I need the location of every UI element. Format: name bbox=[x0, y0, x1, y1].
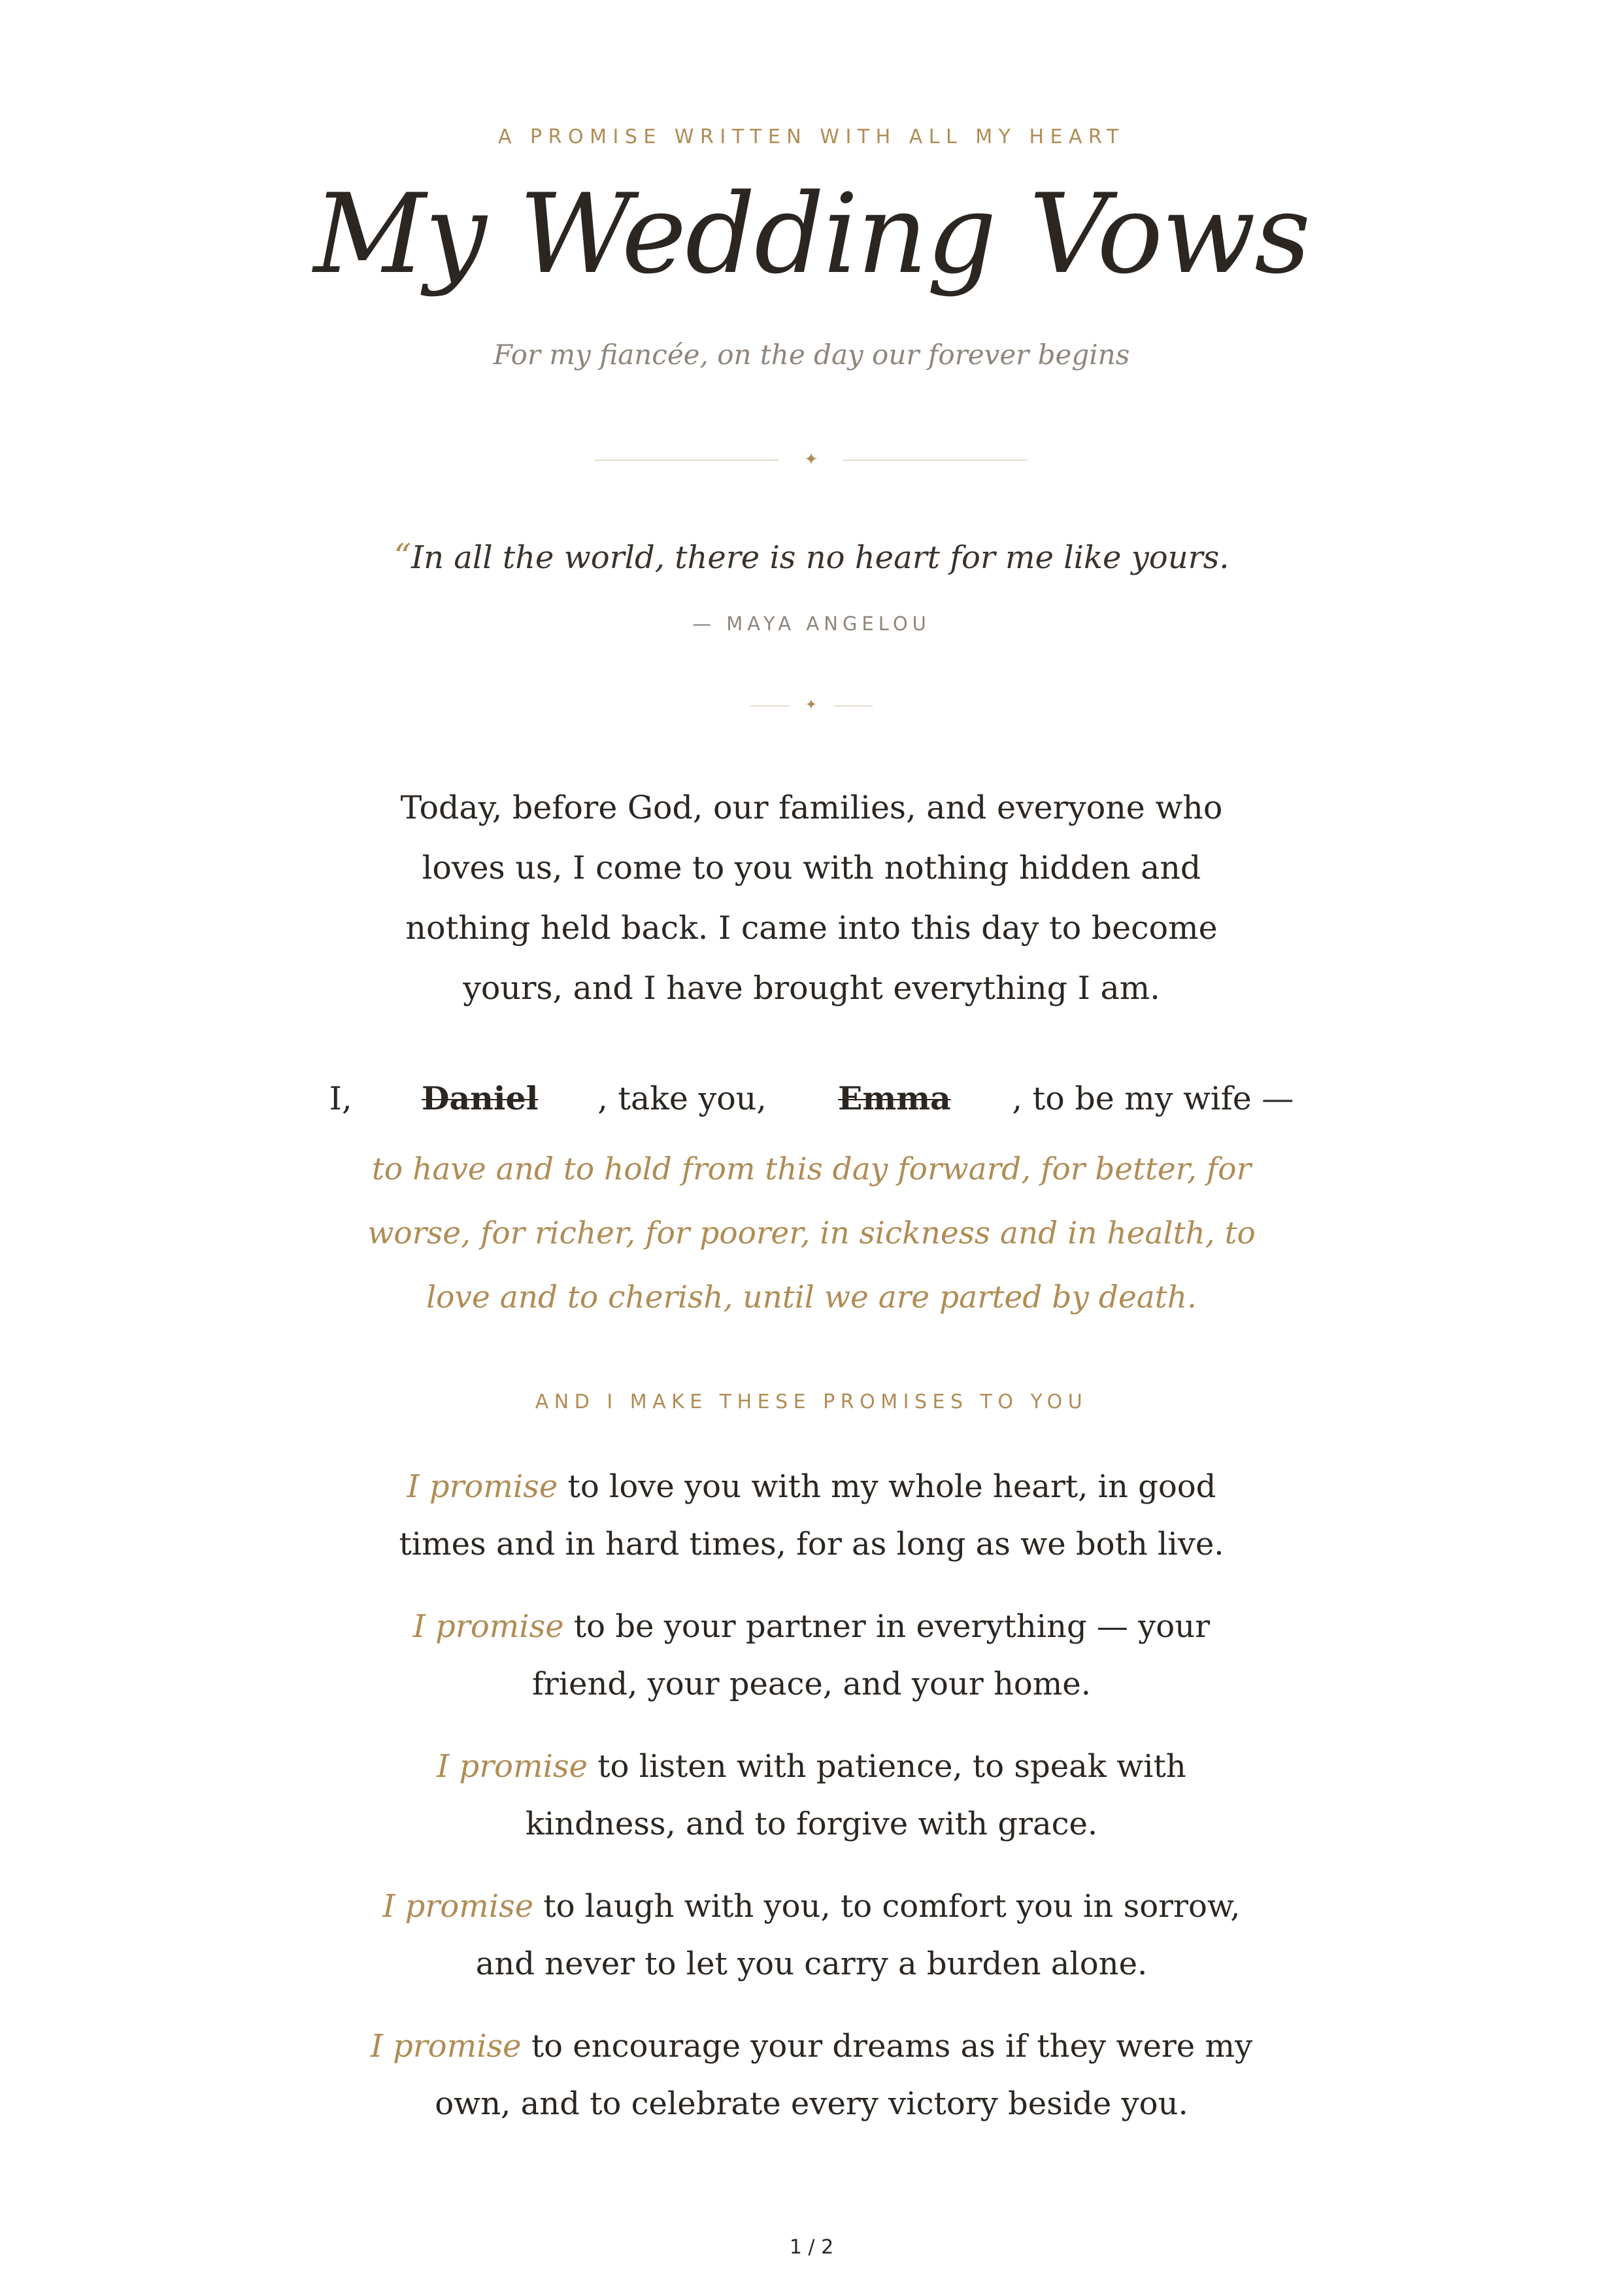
promise-lead: I promise bbox=[407, 1468, 558, 1505]
promise-text: to laugh with you, to comfort you in sorrow, and never to let you carry a burden alone. bbox=[475, 1888, 1241, 1982]
bride-name: Emma bbox=[838, 1079, 951, 1117]
promise-item bbox=[366, 1598, 1257, 1713]
quote bbox=[0, 537, 1623, 577]
star-icon: ✦ bbox=[805, 697, 818, 713]
small-divider-line-right bbox=[833, 705, 873, 707]
eyebrow-text: A PROMISE WRITTEN WITH ALL MY HEART bbox=[498, 126, 1125, 148]
page-title: My Wedding Vows bbox=[313, 170, 1310, 298]
page-number: 1 / 2 bbox=[789, 2236, 834, 2259]
small-divider-line-left bbox=[750, 705, 790, 707]
quote-text: In all the world, there is no heart for me like yours. bbox=[411, 539, 1230, 576]
vow-declaration bbox=[0, 1075, 1623, 1122]
promise-item bbox=[366, 1738, 1257, 1853]
promise-lead: I promise bbox=[382, 1888, 534, 1925]
ornament-divider bbox=[0, 450, 1623, 469]
promise-text: to listen with patience, to speak with kindness, and to forgive with grace. bbox=[525, 1748, 1186, 1842]
star-icon: ✦ bbox=[804, 450, 818, 469]
promise-lead: I promise bbox=[412, 1608, 564, 1645]
promise-text: to encourage your dreams as if they were my own, and to celebrate every victory beside you. bbox=[435, 2028, 1253, 2122]
page-subtitle: For my fiancée, on the day our forever begins bbox=[493, 339, 1130, 371]
promises-heading: AND I MAKE THESE PROMISES TO YOU bbox=[535, 1391, 1088, 1413]
vow-middle: , take you, bbox=[597, 1080, 767, 1117]
promise-item bbox=[366, 1878, 1257, 1993]
vow-prefix: I, bbox=[329, 1080, 352, 1117]
promise-item bbox=[366, 1458, 1257, 1573]
promise-lead: I promise bbox=[437, 1748, 588, 1785]
divider-line-right bbox=[843, 460, 1028, 461]
divider-line-left bbox=[595, 460, 779, 461]
promise-text: to be your partner in everything — your friend, your peace, and your home. bbox=[532, 1608, 1211, 1702]
quote-attribution: — MAYA ANGELOU bbox=[692, 613, 931, 635]
quote-mark-icon: “ bbox=[393, 537, 412, 577]
small-divider bbox=[0, 696, 1623, 715]
promise-lead: I promise bbox=[370, 2028, 522, 2065]
groom-name: Daniel bbox=[422, 1079, 539, 1117]
traditional-vow: to have and to hold from this day forward, for better, for worse, for richer, for poorer, in sickness and in health, to love and to cherish, until we are parted by death. bbox=[367, 1151, 1256, 1315]
promise-item bbox=[366, 2017, 1257, 2133]
promises-list bbox=[366, 1458, 1257, 2157]
intro-paragraph: Today, before God, our families, and everyone who loves us, I come to you with nothing hidden and nothing held back. I came into this day to become yours, and I have brought everything I am. bbox=[400, 789, 1223, 1007]
vow-suffix: , to be my wife — bbox=[1012, 1080, 1294, 1117]
promise-text: to love you with my whole heart, in good times and in hard times, for as long as we both live. bbox=[399, 1468, 1224, 1562]
